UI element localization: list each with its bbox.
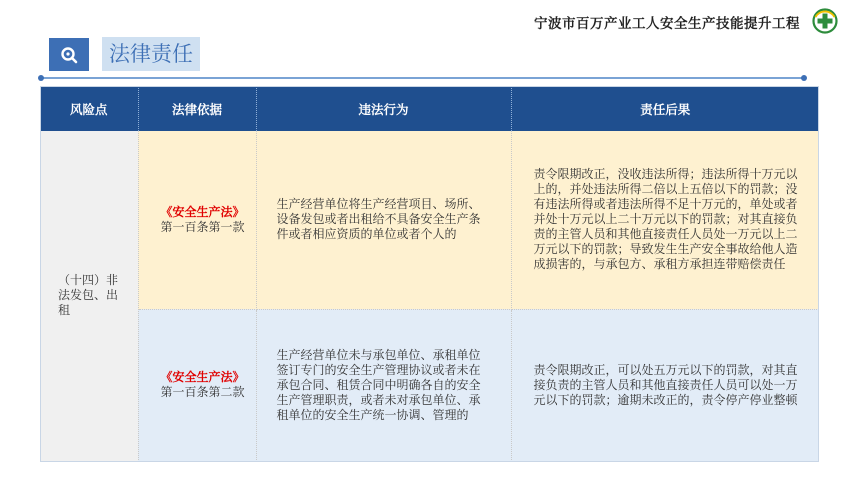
behavior-cell: 生产经营单位未与承包单位、承租单位签订专门的安全生产管理协议或者未在承包合同、租赁合同中明确各自的安全生产管理职责，或者未对承包单位、承租单位的安全生产统一协调、管理的 xyxy=(256,309,511,461)
table-header-row xyxy=(40,86,819,131)
behavior-cell: 生产经营单位将生产经营项目、场所、设备发包或者出租给不具备安全生产条件或者相应资质的单位或者个人的 xyxy=(256,131,511,309)
law-article: 第一百条第二款 xyxy=(160,385,245,399)
law-name: 《安全生产法》 xyxy=(160,370,245,384)
column-header-basis: 法律依据 xyxy=(138,86,256,131)
consequence-cell: 责令限期改正，没收违法所得；违法所得十万元以上的，并处违法所得二倍以上五倍以下的罚款；没有违法所得或者违法所得不足十万元的，单处或者并处十万元以上二十万元以下的罚款；对其直接负责的主管人员和其他直接责任人员处一万元以上二万元以下的罚款；导致发生生产安全事故给他人造成损害的，与承包方、承租方承担连带赔偿责任 xyxy=(511,131,819,309)
law-article: 第一百条第一款 xyxy=(160,219,245,234)
page-title: 法律责任 xyxy=(102,37,200,71)
search-icon xyxy=(60,46,78,64)
risk-point-cell: （十四）非法发包、出租 xyxy=(40,131,138,461)
search-badge xyxy=(49,38,89,71)
law-basis-cell xyxy=(138,309,256,461)
legal-liability-table xyxy=(40,86,819,462)
column-header-consequence: 责任后果 xyxy=(511,86,819,131)
column-header-behavior: 违法行为 xyxy=(256,86,511,131)
consequence-cell: 责令限期改正，可以处五万元以下的罚款，对其直接负责的主管人员和其他直接责任人员可以处一万元以下的罚款；逾期未改正的，责令停产停业整顿 xyxy=(511,309,819,461)
project-title: 宁波市百万产业工人安全生产技能提升工程 xyxy=(534,16,800,32)
green-cross-logo-icon xyxy=(812,8,838,34)
table-row xyxy=(40,309,819,461)
divider-dot-right xyxy=(801,75,807,81)
law-name: 《安全生产法》 xyxy=(160,204,245,219)
title-divider xyxy=(40,77,804,79)
column-header-risk: 风险点 xyxy=(40,86,138,131)
table-row xyxy=(40,131,819,309)
law-basis-cell xyxy=(138,131,256,309)
divider-dot-left xyxy=(38,75,44,81)
